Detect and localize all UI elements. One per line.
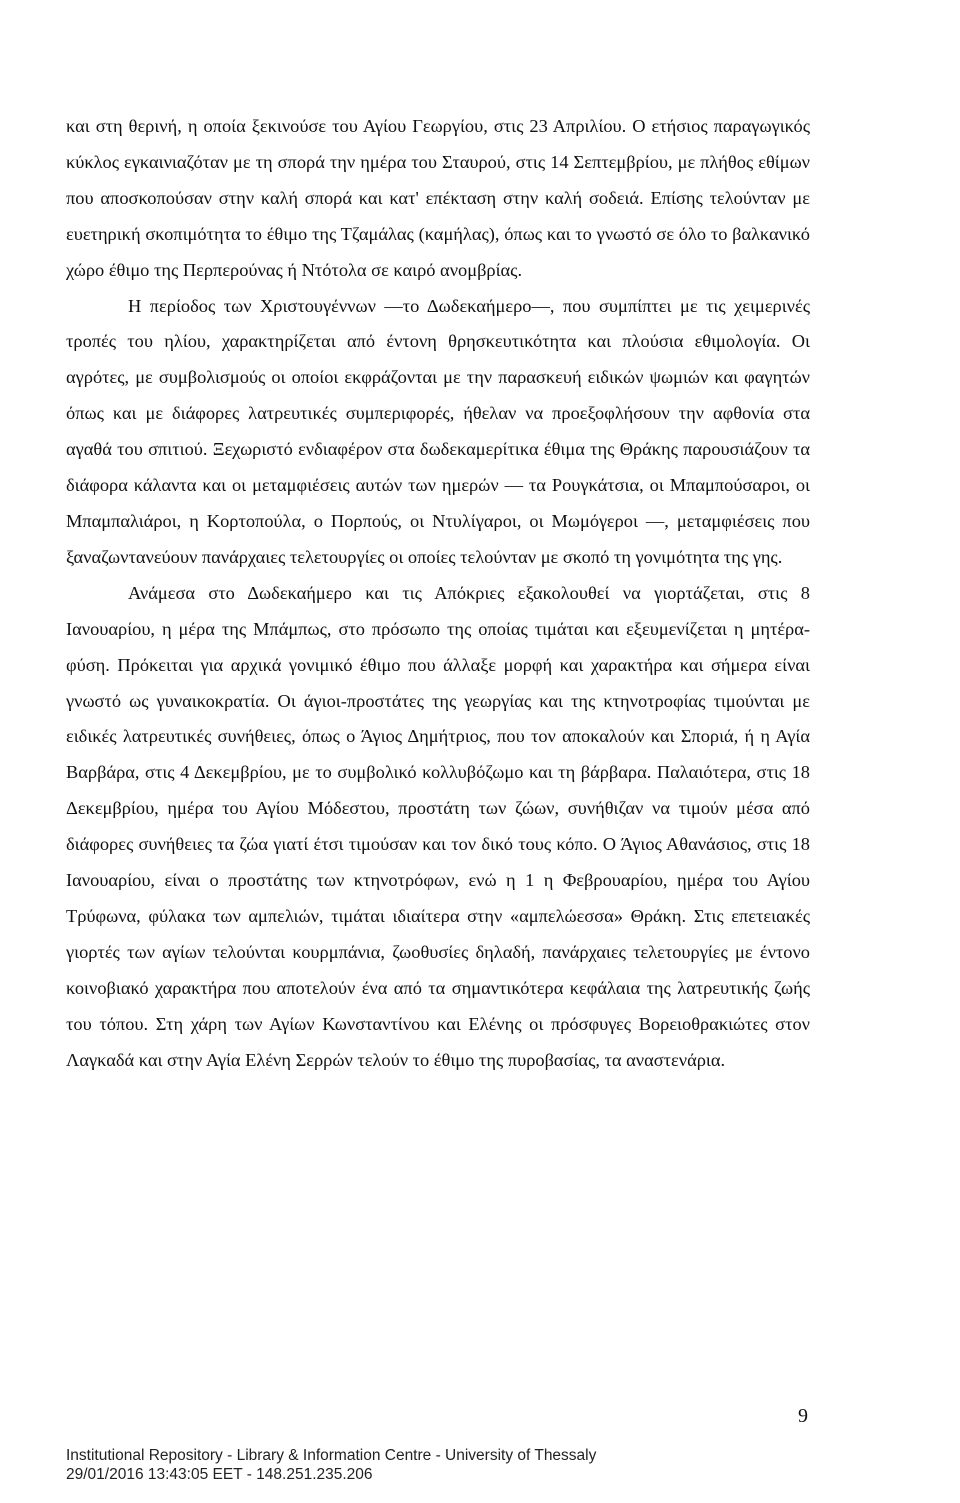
paragraph-1: και στη θερινή, η οποία ξεκινούσε του Αγίου Γεωργίου, στις 23 Απριλίου. Ο ετήσιος παραγωγικός κύκλος εγκαινιαζόταν με τη σπορά την ημέρα του Σταυρού, στις 14 Σεπτεμβρίου, με πλήθος εθίμων που αποσκοπούσαν στην καλή σπορά και κατ' επέκταση στην καλή σοδειά. Επίσης τελούνταν με ευετηρική σκοπιμότητα το έθιμο της Τζαμάλας (καμήλας), όπως και το γνωστό σε όλο το βαλκανικό χώρο έθιμο της Περπερούνας ή Ντότολα σε καιρό ανομβρίας.	[66, 116, 810, 280]
download-timestamp: 29/01/2016 13:43:05 EET - 148.251.235.206	[66, 1466, 373, 1483]
paragraph-2: Η περίοδος των Χριστουγέννων —το Δωδεκαήμερο—, που συμπίπτει με τις χειμερινές τροπές του ηλίου, χαρακτηρίζεται από έντονη θρησκευτικότητα και πλούσια εθιμολογία. Οι αγρότες, με συμβολισμούς οι οποίοι εκφράζονται με την παρασκευή ειδικών ψωμιών και φαγητών όπως και με διάφορες λατρευτικές συμπεριφορές, ήθελαν να προεξοφλήσουν την αφθονία στα αγαθά του σπιτιού. Ξεχωριστό ενδιαφέρον στα δωδεκαμερίτικα έθιμα της Θράκης παρουσιάζουν τα διάφορα κάλαντα και οι μεταμφιέσεις αυτών των ημερών — τα Ρουγκάτσια, οι Μπαμπούσαροι, οι Μπαμπαλιάροι, η Κορτοπούλα, ο Πορπούς, οι Ντυλίγαροι, οι Μωμόγεροι —, μεταμφιέσεις που ξαναζωντανεύουν πανάρχαιες τελετουργίες οι οποίες τελούνταν με σκοπό τη γονιμότητα της γης.	[66, 295, 810, 567]
repository-footer	[66, 1446, 826, 1484]
body-text	[66, 109, 810, 1078]
page-number: 9	[798, 1405, 808, 1427]
paragraph-3: Ανάμεσα στο Δωδεκαήμερο και τις Απόκριες εξακολουθεί να γιορτάζεται, στις 8 Ιανουαρίου, η μέρα της Μπάμπως, στο πρόσωπο της οποίας τιμάται και εξευμενίζεται η μητέρα-φύση. Πρόκειται για αρχικά γονιμικό έθιμο που άλλαξε μορφή και χαρακτήρα και σήμερα είναι γνωστό ως γυναικοκρατία. Οι άγιοι-προστάτες της γεωργίας και της κτηνοτροφίας τιμούνται με ειδικές λατρευτικές συνήθειες, όπως ο Άγιος Δημήτριος, που τον αποκαλούν και Σποριά, ή η Αγία Βαρβάρα, στις 4 Δεκεμβρίου, με το συμβολικό κολλυβόζωμο και τη βάρβαρα. Παλαιότερα, στις 18 Δεκεμβρίου, ημέρα του Αγίου Μόδεστου, προστάτη των ζώων, συνήθιζαν να τιμούν μέσα από διάφορες συνήθειες τα ζώα γιατί έτσι τιμούσαν και τον δικό τους κόπο. Ο Άγιος Αθανάσιος, στις 18 Ιανουαρίου, είναι ο προστάτης των κτηνοτρόφων, ενώ η 1 η Φεβρουαρίου, ημέρα του Αγίου Τρύφωνα, φύλακα των αμπελιών, τιμάται ιδιαίτερα στην «αμπελώεσσα» Θράκη. Στις επετειακές γιορτές των αγίων τελούνται κουρμπάνια, ζωοθυσίες δηλαδή, πανάρχαιες τελετουργίες με έντονο κοινοβιακό χαρακτήρα που αποτελούν ένα από τα σημαντικότερα κεφάλαια της λατρευτικής ζωής του τόπου. Στη χάρη των Αγίων Κωνσταντίνου και Ελένης οι πρόσφυγες Βορειοθρακιώτες στον Λαγκαδά και στην Αγία Ελένη Σερρών τελούν το έθιμο της πυροβασίας, τα αναστενάρια.	[66, 582, 810, 1070]
repository-name: Institutional Repository - Library & Information Centre - University of Thessaly	[66, 1447, 597, 1464]
